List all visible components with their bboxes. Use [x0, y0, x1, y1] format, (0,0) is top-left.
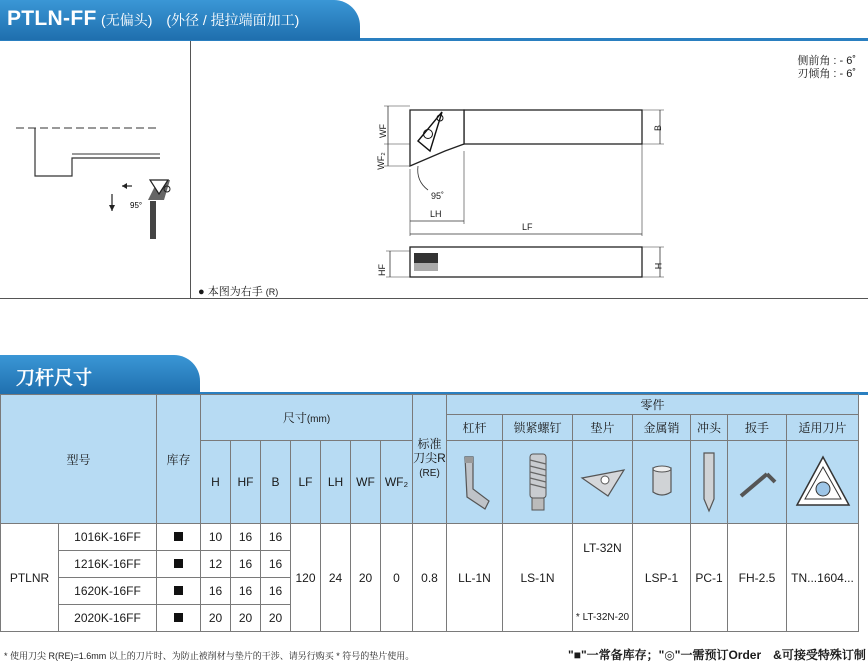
side-rake-angle: 侧前角 : - 6˚	[797, 55, 856, 67]
dim-h-label: H	[653, 262, 664, 270]
application-sketch	[10, 116, 185, 241]
note-suffix: (R)	[265, 287, 279, 297]
row-4-stock	[157, 605, 201, 632]
lever-icon	[455, 451, 495, 513]
shim-value: LT-32N	[583, 541, 622, 555]
stock-square-icon	[174, 613, 183, 622]
footer-note: * 使用刀尖 R(RE)=1.6mm 以上的刀片时、为防止被削材与垫片的干涉、请另行购买 * 符号的垫片使用。	[4, 651, 415, 661]
size-col-lh: LH	[321, 441, 351, 524]
drawing-bottom-rule	[0, 298, 868, 299]
section-header	[0, 355, 868, 395]
re-cell: 0.8	[413, 524, 447, 632]
row-3-b: 16	[261, 578, 291, 605]
size-col-lf: LF	[291, 441, 321, 524]
note-text: 本图为右手	[207, 286, 263, 298]
row-4-h: 20	[201, 605, 231, 632]
top-header	[0, 0, 868, 40]
dim-wf2-label: WF₂	[375, 152, 386, 170]
pin-icon	[645, 462, 679, 502]
size-unit: (mm)	[306, 414, 331, 425]
dim-lf-label: LF	[522, 222, 533, 232]
pin-cell: LSP-1	[633, 524, 691, 632]
row-3-stock	[157, 578, 201, 605]
row-4-b: 20	[261, 605, 291, 632]
dim-b-label: B	[653, 124, 664, 132]
shim-image	[573, 441, 633, 524]
lf-cell: 120	[291, 524, 321, 632]
wf-cell: 20	[351, 524, 381, 632]
row-1-model: 1016K-16FF	[59, 524, 157, 551]
stock-header: 库存	[157, 395, 201, 524]
side-view-drawing	[370, 239, 670, 289]
size-col-b: B	[261, 441, 291, 524]
size-col-hf: HF	[231, 441, 261, 524]
size-col-wf: WF	[351, 441, 381, 524]
angle-95-label: 95˚	[431, 191, 445, 201]
stock-square-icon	[174, 559, 183, 568]
lever-cell: LL-1N	[447, 524, 503, 632]
page-title	[7, 7, 299, 31]
row-2-hf: 16	[231, 551, 261, 578]
row-2-h: 12	[201, 551, 231, 578]
shim-icon	[578, 462, 628, 502]
row-1-stock	[157, 524, 201, 551]
rake-angles	[797, 55, 856, 81]
lh-cell: 24	[321, 524, 351, 632]
dim-lh-label: LH	[430, 209, 442, 219]
section-title: 刀杆尺寸	[16, 368, 93, 389]
parts-header: 零件	[447, 395, 859, 415]
wf2-cell: 0	[381, 524, 413, 632]
stock-square-icon	[174, 532, 183, 541]
svg-text:95°: 95°	[130, 201, 143, 210]
screw-image	[503, 441, 573, 524]
size-header	[201, 395, 413, 441]
inclination-angle: 刃倾角 : - 6˚	[797, 68, 856, 80]
drawing-area	[0, 41, 868, 299]
wrench-cell: FH-2.5	[728, 524, 787, 632]
parts-col-shim: 垫片	[573, 415, 633, 441]
dim-hf-label: HF	[377, 264, 387, 276]
dim-wf-label: WF	[378, 124, 388, 138]
punch-icon	[699, 449, 719, 515]
nose-radius-label: 标准刀尖R	[413, 437, 446, 465]
family-cell: PTLNR	[1, 524, 59, 632]
row-2-model: 1216K-16FF	[59, 551, 157, 578]
screw-icon	[518, 450, 558, 514]
row-2-b: 16	[261, 551, 291, 578]
parts-col-screw: 锁紧螺钉	[503, 415, 573, 441]
parts-col-wrench: 扳手	[728, 415, 787, 441]
pin-image	[633, 441, 691, 524]
insert-cell: TN...1604...	[787, 524, 859, 632]
wrench-image	[728, 441, 787, 524]
drawing-divider	[190, 41, 191, 299]
size-header-label: 尺寸	[282, 411, 307, 425]
parts-col-punch: 冲头	[691, 415, 728, 441]
nose-radius-header	[413, 395, 447, 524]
model-header: 型号	[1, 395, 157, 524]
parts-col-pin: 金属销	[633, 415, 691, 441]
row-4-hf: 20	[231, 605, 261, 632]
shim-note: * LT-32N-20	[575, 612, 630, 623]
row-3-hf: 16	[231, 578, 261, 605]
spec-table	[0, 394, 859, 632]
insert-icon	[793, 453, 853, 511]
punch-cell: PC-1	[691, 524, 728, 632]
insert-image	[787, 441, 859, 524]
punch-image	[691, 441, 728, 524]
row-3-h: 16	[201, 578, 231, 605]
stock-square-icon	[174, 586, 183, 595]
right-hand-note: ● 本图为右手 (R)	[198, 286, 279, 298]
row-1-hf: 16	[231, 524, 261, 551]
size-col-h: H	[201, 441, 231, 524]
screw-cell: LS-1N	[503, 524, 573, 632]
row-2-stock	[157, 551, 201, 578]
row-3-model: 1620K-16FF	[59, 578, 157, 605]
legend-note: "■"一常备库存；"◎"一需预订Order &可接受特殊订制	[568, 648, 866, 662]
top-view-drawing	[370, 96, 670, 256]
nose-radius-re: (RE)	[419, 468, 440, 479]
row-4-model: 2020K-16FF	[59, 605, 157, 632]
parts-col-lever: 杠杆	[447, 415, 503, 441]
row-1-b: 16	[261, 524, 291, 551]
parts-col-insert: 适用刀片	[787, 415, 859, 441]
wrench-icon	[735, 462, 779, 502]
lever-image	[447, 441, 503, 524]
model-name: PTLN-FF	[7, 7, 97, 30]
size-col-wf2: WF₂	[381, 441, 413, 524]
model-subtitle: (无偏头) (外径 / 提拉端面加工)	[101, 12, 300, 28]
shim-cell	[573, 524, 633, 632]
row-1-h: 10	[201, 524, 231, 551]
